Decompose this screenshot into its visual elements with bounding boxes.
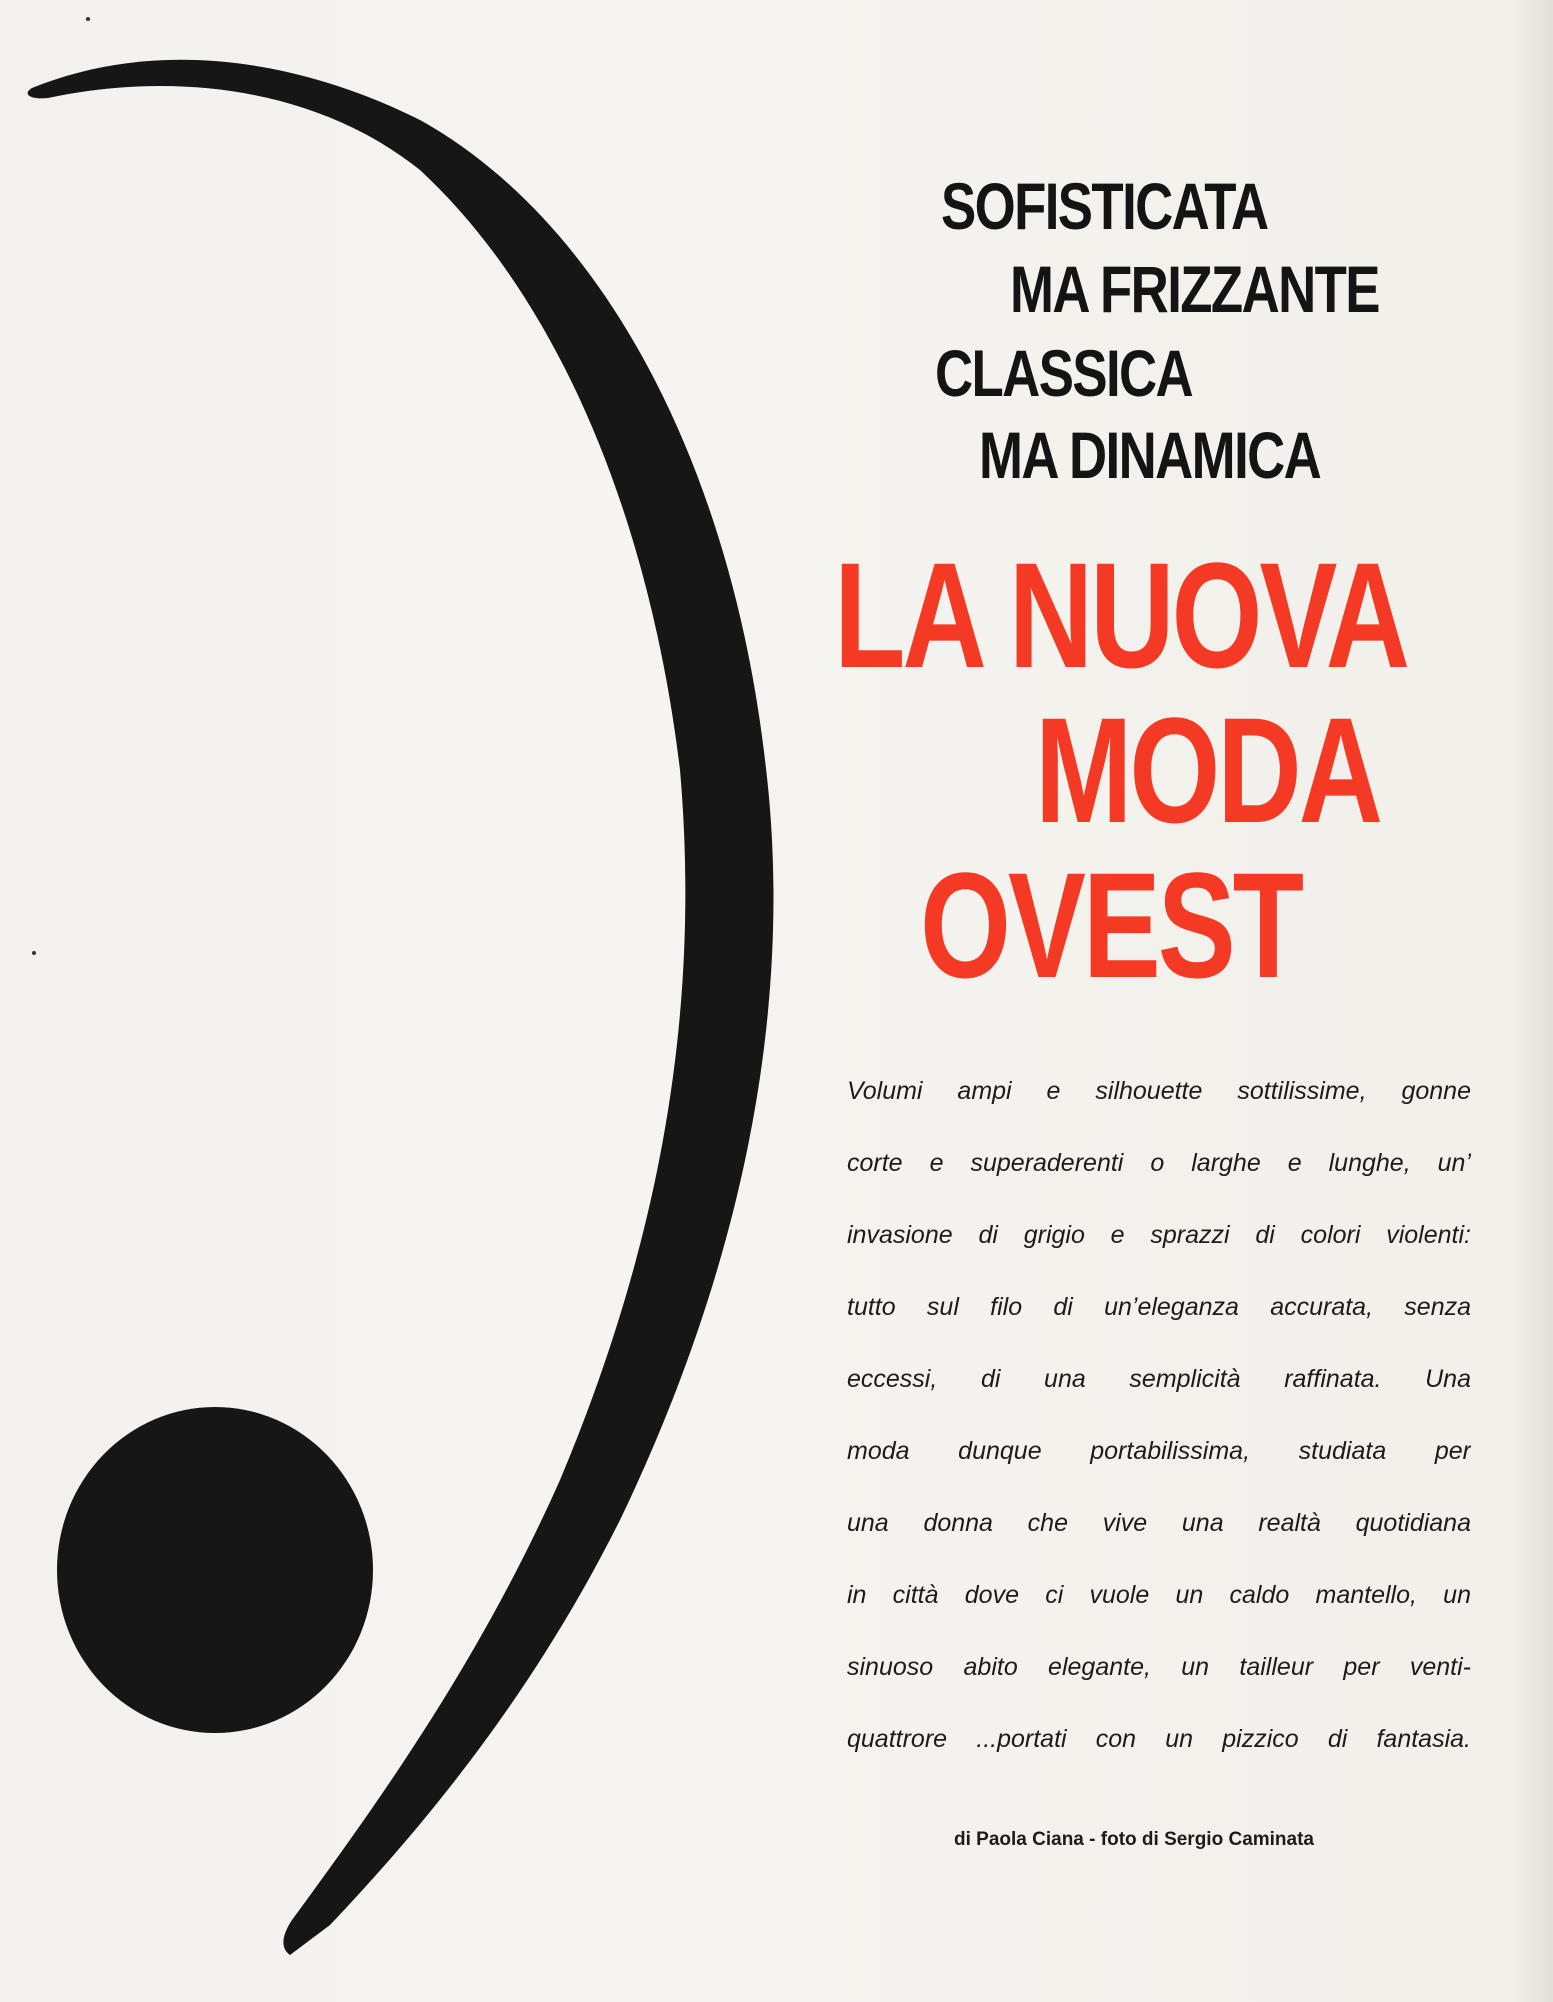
intro-line: tutto sul filo di un’eleganza accurata, senza <box>847 1293 1471 1321</box>
intro-line: eccessi, di una semplicità raffinata. Una <box>847 1365 1471 1393</box>
intro-line: corte e superaderenti o larghe e lunghe, un’ <box>847 1149 1471 1177</box>
kicker-line-1: SOFISTICATA <box>941 169 1268 243</box>
intro-line: Volumi ampi e silhouette sottilissime, gonne <box>847 1077 1471 1105</box>
intro-line: sinuoso abito elegante, un tailleur per venti- <box>847 1653 1471 1681</box>
headline-line-3: OVEST <box>920 841 1301 1009</box>
brush-dot <box>57 1407 373 1733</box>
intro-line: una donna che vive una realtà quotidiana <box>847 1509 1471 1537</box>
print-speck <box>86 17 90 21</box>
headline-line-2: MODA <box>1035 686 1380 854</box>
headline-line-1: LA NUOVA <box>834 531 1408 699</box>
intro-line: in città dove ci vuole un caldo mantello, un <box>847 1581 1471 1609</box>
byline-credit: di Paola Ciana - foto di Sergio Caminata <box>954 1829 1314 1850</box>
kicker-line-3: CLASSICA <box>935 336 1193 410</box>
article-intro <box>847 1055 1471 1775</box>
kicker-line-2: MA FRIZZANTE <box>1010 252 1379 326</box>
print-speck <box>32 951 36 955</box>
intro-line: moda dunque portabilissima, studiata per <box>847 1437 1471 1465</box>
kicker-line-4: MA DINAMICA <box>979 418 1321 492</box>
intro-line: quattrore ...portati con un pizzico di fantasia. <box>847 1725 1471 1753</box>
intro-line: invasione di grigio e sprazzi di colori violenti: <box>847 1221 1471 1249</box>
